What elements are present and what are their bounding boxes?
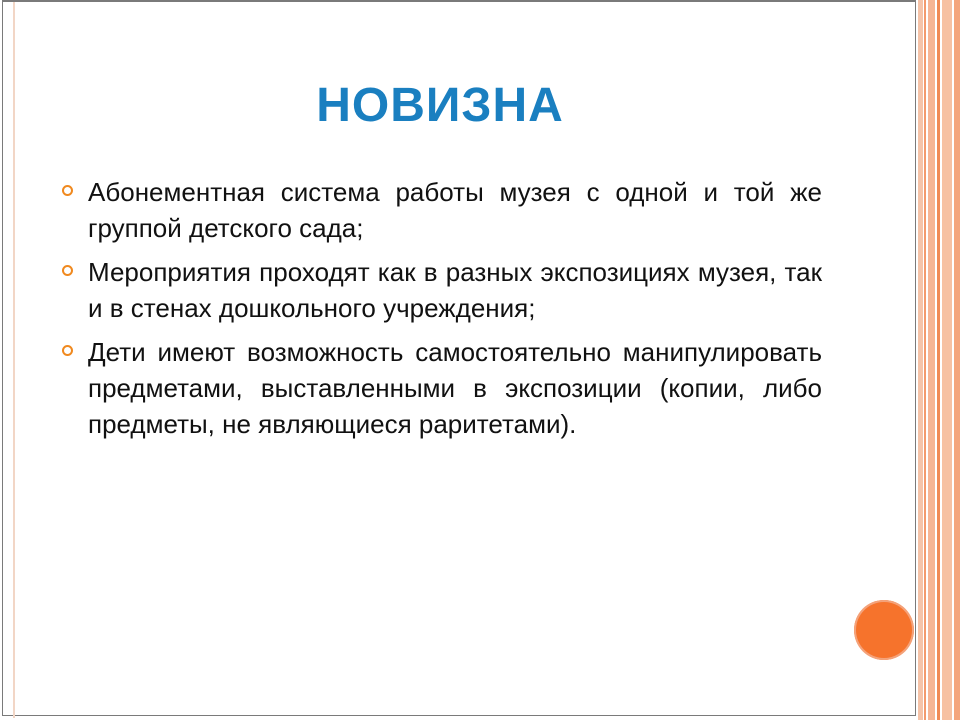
bullet-text: Абонементная система работы музея с одной и той же группой детского сада; <box>88 177 822 243</box>
stripe <box>928 0 935 720</box>
bullet-list <box>62 174 822 450</box>
stripe <box>942 0 952 720</box>
circle-bullet-icon <box>62 345 73 356</box>
stripe <box>918 0 923 720</box>
bullet-text: Дети имеют возможность самостоятельно манипулировать предметами, выставленными в экспозиции (копии, либо предметы, не являющиеся раритетами). <box>88 337 822 439</box>
bullet-item <box>62 334 822 442</box>
bullet-item <box>62 174 822 246</box>
stripe <box>954 0 960 720</box>
orange-circle-icon <box>854 600 914 660</box>
bullet-item <box>62 254 822 326</box>
stripe <box>937 0 940 720</box>
right-decor-stripes <box>918 0 960 720</box>
bullet-text: Мероприятия проходят как в разных экспозициях музея, так и в стенах дошкольного учреждения; <box>88 257 822 323</box>
circle-bullet-icon <box>62 185 73 196</box>
circle-bullet-icon <box>62 265 73 276</box>
slide-title: НОВИЗНА <box>316 79 564 132</box>
stripe <box>924 0 926 720</box>
